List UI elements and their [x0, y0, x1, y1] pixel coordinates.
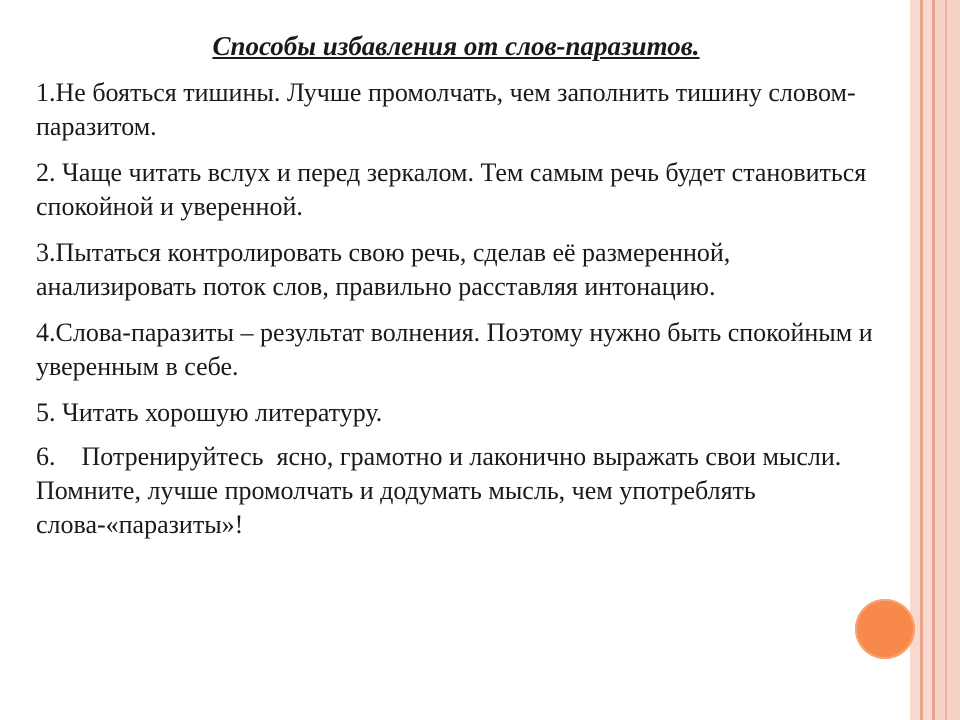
list-item-4: 4.Слова-паразиты – результат волнения. Поэтому нужно быть спокойным и уверенным в себе.	[36, 318, 880, 381]
slide-content	[36, 28, 896, 554]
decorative-stripe	[945, 0, 947, 720]
list-item-3: 3.Пытаться контролировать свою речь, сделав её размеренной, анализировать поток слов, правильно расставляя интонацию.	[36, 238, 737, 301]
decorative-stripe	[910, 0, 920, 720]
slide-title: Способы избавления от слов-паразитов.	[212, 31, 700, 61]
list-item-2: 2. Чаще читать вслух и перед зеркалом. Тем самым речь будет становиться спокойной и уверенной.	[36, 158, 873, 221]
list-item-5: 5. Читать хорошую литературу.	[36, 398, 383, 427]
list-item-1: 1.Не бояться тишины. Лучше промолчать, чем заполнить тишину словом-паразитом.	[36, 78, 856, 141]
list-item-6: 6. Потренируйтесь ясно, грамотно и лаконично выражать свои мысли. Помните, лучше промолчать и додумать мысль, чем употреблять слова-«паразиты»!	[36, 442, 848, 539]
decorative-stripe	[923, 0, 932, 720]
decorative-circle	[855, 599, 915, 659]
decorative-stripe	[935, 0, 960, 720]
